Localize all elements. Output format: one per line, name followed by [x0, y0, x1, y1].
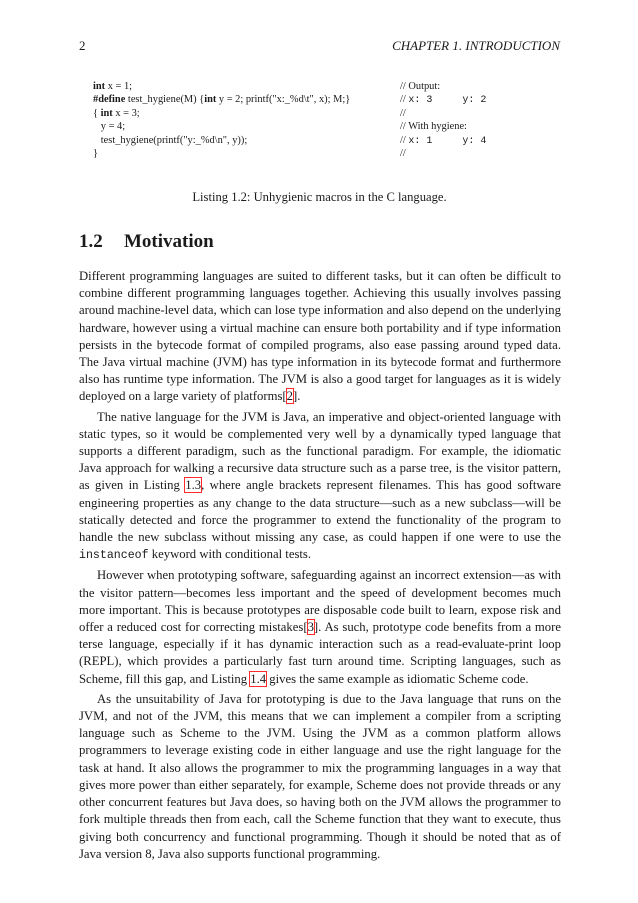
- code-line-4: [93, 120, 573, 133]
- citation-link[interactable]: 3: [307, 620, 314, 635]
- paragraph-text: keyword with conditional tests.: [148, 547, 312, 562]
- paragraph-text: , where angle brackets represent filenames. This has good software engineering properties as any change to the data structure—such as a new subclass—will be statically detected and force the programmer to extend the functionality of the program to handle the new subclass without missing any case, as could happen if one were to use the: [79, 478, 561, 545]
- comment-marker: //: [400, 107, 406, 119]
- comment-marker: //: [400, 147, 406, 159]
- paragraph-text: Different programming languages are suited to different tasks, but it can often be difficult to combine different programming languages together. Achieving this usually involves passing around machine-level data, which can lose type information and also depend on the underlying hardware, however using a virtual machine can ensure both portability and if type information persists in the bytecode format of compiled programs, also ease passing around typed data. The Java virtual machine (JVM) has type information in its bytecode format and furthermore also has runtime type information. The JVM is also a good target for languages as it is widely deployed on a large variety of platforms[: [79, 269, 561, 404]
- code-line-2: [93, 93, 573, 106]
- code-text: x = 1;: [105, 81, 133, 92]
- code-keyword: #define: [93, 94, 126, 106]
- comment-text: With hygiene:: [408, 121, 467, 133]
- paragraph-3: [79, 567, 561, 687]
- code-line-3: [93, 107, 573, 120]
- paragraph-2: [79, 409, 561, 565]
- code-text: }: [93, 147, 98, 159]
- inline-code: instanceof: [79, 549, 149, 563]
- paragraph-text: As the unsuitability of Java for prototyping is due to the Java language that runs on the JVM, and not of the JVM, this means that we can implement a compiler from a scripting language such as Scheme to the JVM. Using the JVM as a common platform allows programmers to leverage existing code in either language and use the right language for the task at hand. It also allows the programmer to mix the programming languages in a way that gives more power than either separately, for example, Scheme does not provide threads or any other concurrent features but Java does, so having both on the JVM allows the programmer to fork multiple threads then from each, call the Scheme function that they want to execute, thus giving both concurrency and functional programming. Though it should be noted that as of Java version 8, Java also supports functional programming.: [79, 691, 561, 861]
- code-keyword: int: [93, 81, 106, 92]
- output-text: x: 3 y: 2: [408, 95, 487, 107]
- section-number: 1.2: [79, 231, 103, 252]
- comment-marker: //: [400, 94, 406, 106]
- body-text: [79, 268, 561, 863]
- code-text: {: [93, 107, 101, 119]
- code-line-5: [93, 134, 573, 147]
- paragraph-4: [79, 691, 561, 863]
- listing-reference-link[interactable]: 1.4: [250, 671, 267, 686]
- code-line-6: [93, 147, 573, 160]
- output-text: x: 1 y: 4: [408, 135, 487, 147]
- code-listing: [93, 80, 573, 160]
- comment-marker: //: [400, 134, 406, 146]
- paragraph-text: gives the same example as idiomatic Scheme code.: [266, 671, 529, 686]
- section-title-text: Motivation: [124, 231, 214, 252]
- code-line-1: [93, 80, 573, 93]
- code-text: test_hygiene(M) {: [125, 94, 205, 106]
- paragraph-1: [79, 268, 561, 406]
- code-text: test_hygiene(printf("y:_%d\n", y));: [93, 134, 248, 146]
- chapter-heading: CHAPTER 1. INTRODUCTION: [392, 38, 560, 53]
- comment-marker: //: [400, 81, 406, 92]
- code-text: y = 4;: [93, 121, 126, 133]
- paragraph-text: However when prototyping software, safeguarding against an incorrect extension—as with the visitor pattern—becomes less important and the speed of development becomes much more important. This is because prototypes are disposable code built to learn, expose risk and offer a reduced cost for correcting mistakes[: [79, 568, 561, 635]
- citation-link[interactable]: 2: [286, 389, 293, 404]
- code-keyword: int: [100, 107, 113, 119]
- code-text: x = 3;: [112, 107, 140, 119]
- paragraph-text: The native language for the JVM is Java, an imperative and object-oriented language with static types, so it would be complemented very well by a dynamically typed language that supports a different paradigm, such as the functional paradigm. For example, the idiomatic Java approach for walking a recursive data structure such as a parse tree, is the visitor pattern, as given in Listing: [79, 409, 561, 493]
- paragraph-text: ]. As such, prototype code benefits from a more terse language, especially if it has dynamic interaction such as a read-evaluate-print loop (REPL), which provides a particularly fast turn around time. Scripting languages, such as Scheme, fill this gap, and Listing: [79, 620, 561, 686]
- comment-text: Output:: [408, 81, 441, 92]
- page-number: 2: [79, 38, 86, 53]
- comment-marker: //: [400, 121, 406, 133]
- listing-caption: Listing 1.2: Unhygienic macros in the C language.: [192, 190, 447, 204]
- listing-reference-link[interactable]: 1.3: [185, 478, 202, 493]
- code-text: y = 2; printf("x:_%d\t", x); M;}: [216, 94, 351, 106]
- section-heading: [79, 230, 214, 254]
- code-keyword: int: [204, 94, 217, 106]
- paragraph-text: ].: [292, 389, 301, 404]
